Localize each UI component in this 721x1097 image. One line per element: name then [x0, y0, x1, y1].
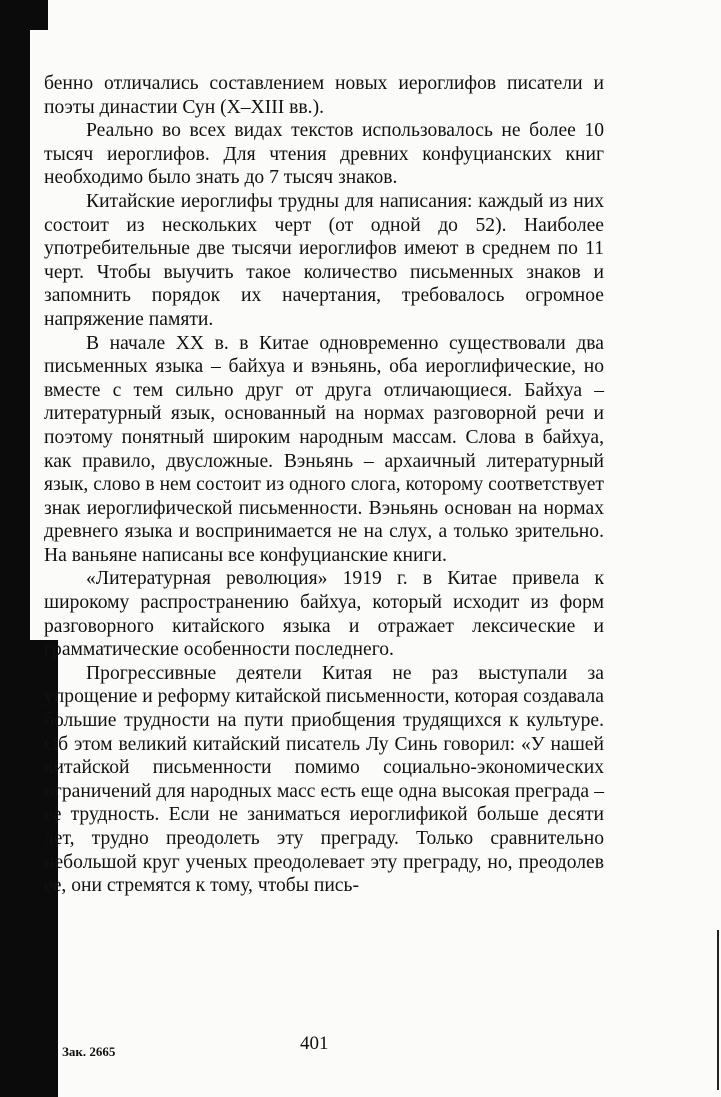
paragraph-3: Китайские иероглифы трудны для написания: каждый из них состоит из нескольких черт (от одной до 52). Наиболее употребительные две тысячи иероглифов имеют в среднем по 11 черт. Чтобы выучить такое количество письменных знаков и запомнить порядок их начертания, требовалось огромное напряжение памяти.	[44, 190, 604, 330]
printer-footer-mark: Зак. 2665	[62, 1044, 116, 1059]
paragraph-2: Реально во всех видах текстов использовалось не более 10 тысяч иероглифов. Для чтения древних конфуцианских книг необходимо было знать до 7 тысяч знаков.	[44, 120, 604, 189]
paragraph-5: «Литературная революция» 1919 г. в Китае привела к широкому распространению байхуа, который исходит из форм разговорного китайского языка и отражает лексические и грамматические особенности последнего.	[44, 568, 604, 661]
paragraph-1: бенно отличались составлением новых иероглифов писатели и поэты династии Сун (X–XIII вв.).	[44, 73, 604, 118]
page-edge-line	[717, 930, 719, 1090]
paragraph-6: Прогрессивные деятели Китая не раз выступали за упрощение и реформу китайской письменности, которая создавала большие трудности на пути приобщения трудящихся к культуре. Об этом великий китайский писатель Лу Синь говорил: «У нашей китайской письменности помимо социально-экономических ограничений для народных масс есть еще одна высокая преграда – ее трудность. Если не заниматься иероглификой больше десяти лет, трудно преодолеть эту преграду. Только сравнительно небольшой круг ученых преодолевает эту преграду, но, преодолев ее, они стремятся к тому, чтобы пись-	[44, 662, 604, 897]
body-text	[44, 72, 604, 898]
paragraph-4: В начале XX в. в Китае одновременно существовали два письменных языка – байхуа и вэньянь, оба иероглифические, но вместе с тем сильно друг от друга отличающиеся. Байхуа – литературный язык, основанный на нормах разговорной речи и поэтому понятный широким народным массам. Слова в байхуа, как правило, двусложные. Вэньянь – архаичный литературный язык, слово в нем состоит из одного слога, которому соответствует знак иероглифической письменности. Вэньянь основан на нормах древнего языка и воспринимается не на слух, а только зрительно. На ваньяне написаны все конфуцианские книги.	[44, 332, 604, 566]
gutter-shadow-top	[0, 0, 48, 30]
page-number: 401	[300, 1033, 329, 1054]
